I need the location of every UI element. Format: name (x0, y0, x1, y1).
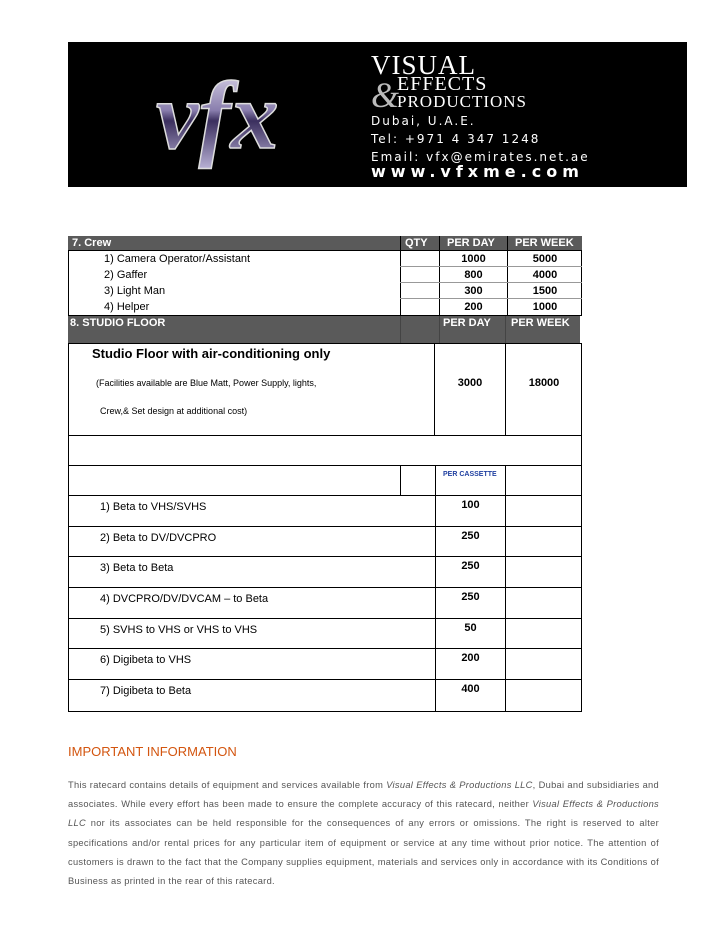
info-text-2: , Dubai and subsidiaries and associates. While every effort has been made to ensure the complete accuracy of this ratecard, neither (68, 780, 660, 810)
transfer-item-price: 250 (461, 530, 480, 542)
crew-item-per-week: 1500 (532, 285, 558, 297)
brand-line-1: VISUAL (371, 50, 476, 80)
transfer-item-label: 5) SVHS to VHS or VHS to VHS (100, 624, 258, 636)
website-text: www.vfxme.com (371, 162, 584, 181)
header-banner (68, 42, 687, 187)
transfer-item-price: 50 (464, 622, 477, 634)
phone-text: Tel: +971 4 347 1248 (371, 132, 541, 146)
per-week-header: PER WEEK (515, 237, 574, 249)
crew-item-per-week: 5000 (532, 253, 558, 265)
info-title: IMPORTANT INFORMATION (68, 744, 237, 759)
transfer-item-label: 4) DVCPRO/DV/DVCAM – to Beta (100, 593, 269, 605)
brand-name (371, 50, 528, 115)
transfer-item-price: 400 (461, 683, 480, 695)
transfer-item-label: 1) Beta to VHS/SVHS (100, 501, 207, 513)
studio-title: Studio Floor with air-conditioning only (92, 346, 331, 361)
crew-item-per-day: 800 (464, 269, 483, 281)
transfer-item-label: 2) Beta to DV/DVCPRO (100, 532, 217, 544)
transfer-item-price: 250 (461, 560, 480, 572)
brand-line-2: EFFECTS (397, 73, 488, 95)
transfer-item-label: 3) Beta to Beta (100, 562, 174, 574)
contact-info (371, 112, 590, 166)
crew-item-label: 2) Gaffer (104, 269, 148, 281)
company-name: Visual Effects & Productions LLC (68, 799, 659, 829)
crew-item-per-week: 4000 (532, 269, 558, 281)
brand-ampersand: & (371, 75, 400, 115)
crew-item-label: 3) Light Man (104, 285, 166, 297)
transfer-item-price: 100 (461, 499, 480, 511)
qty-header: QTY (405, 237, 428, 249)
info-paragraph (68, 776, 659, 891)
crew-item-label: 1) Camera Operator/Assistant (104, 253, 251, 265)
studio-per-week-header: PER WEEK (511, 317, 570, 329)
crew-header-bar (68, 236, 582, 250)
location-text: Dubai, U.A.E. (371, 114, 476, 128)
crew-section-title: 7. Crew (72, 237, 112, 249)
info-text-1: This ratecard contains details of equipment and services available from (68, 780, 387, 790)
studio-section-title: 8. STUDIO FLOOR (70, 317, 166, 329)
per-cassette-header: PER CASSETTE (443, 471, 497, 478)
studio-per-day: 3000 (457, 377, 483, 389)
email-text: Email: vfx@emirates.net.ae (371, 150, 590, 164)
vfx-logo (148, 60, 348, 175)
studio-note-1: (Facilities available are Blue Matt, Power Supply, lights, (96, 378, 317, 388)
logo-text: vfx (156, 62, 279, 169)
company-name: Visual Effects & Productions LLC (386, 780, 533, 790)
transfer-item-price: 200 (461, 652, 480, 664)
brand-line-3: PRODUCTIONS (397, 92, 528, 111)
crew-item-per-week: 1000 (532, 301, 558, 313)
blank-row (68, 435, 582, 466)
studio-note-2: Crew,& Set design at additional cost) (100, 406, 248, 416)
crew-item-label: 4) Helper (104, 301, 150, 313)
transfer-item-label: 6) Digibeta to VHS (100, 654, 192, 666)
info-text-3: nor its associates can be held responsible for the consequences of any errors or omissions. The right is reserved to alter specifications and/or rental prices for any particular item of equipment or service at any time without prior notice. The attention of customers is drawn to the fact that the Company supplies equipment, materials and services only in accordance with its Conditions of Business as printed in the rear of this ratecard. (68, 818, 659, 887)
crew-item-per-day: 1000 (461, 253, 486, 265)
crew-item-per-day: 200 (464, 301, 483, 313)
per-day-header: PER DAY (447, 237, 495, 249)
studio-per-week: 18000 (528, 377, 560, 389)
studio-per-day-header: PER DAY (443, 317, 491, 329)
transfer-item-label: 7) Digibeta to Beta (100, 685, 192, 697)
transfer-item-price: 250 (461, 591, 480, 603)
crew-item-per-day: 300 (464, 285, 483, 297)
